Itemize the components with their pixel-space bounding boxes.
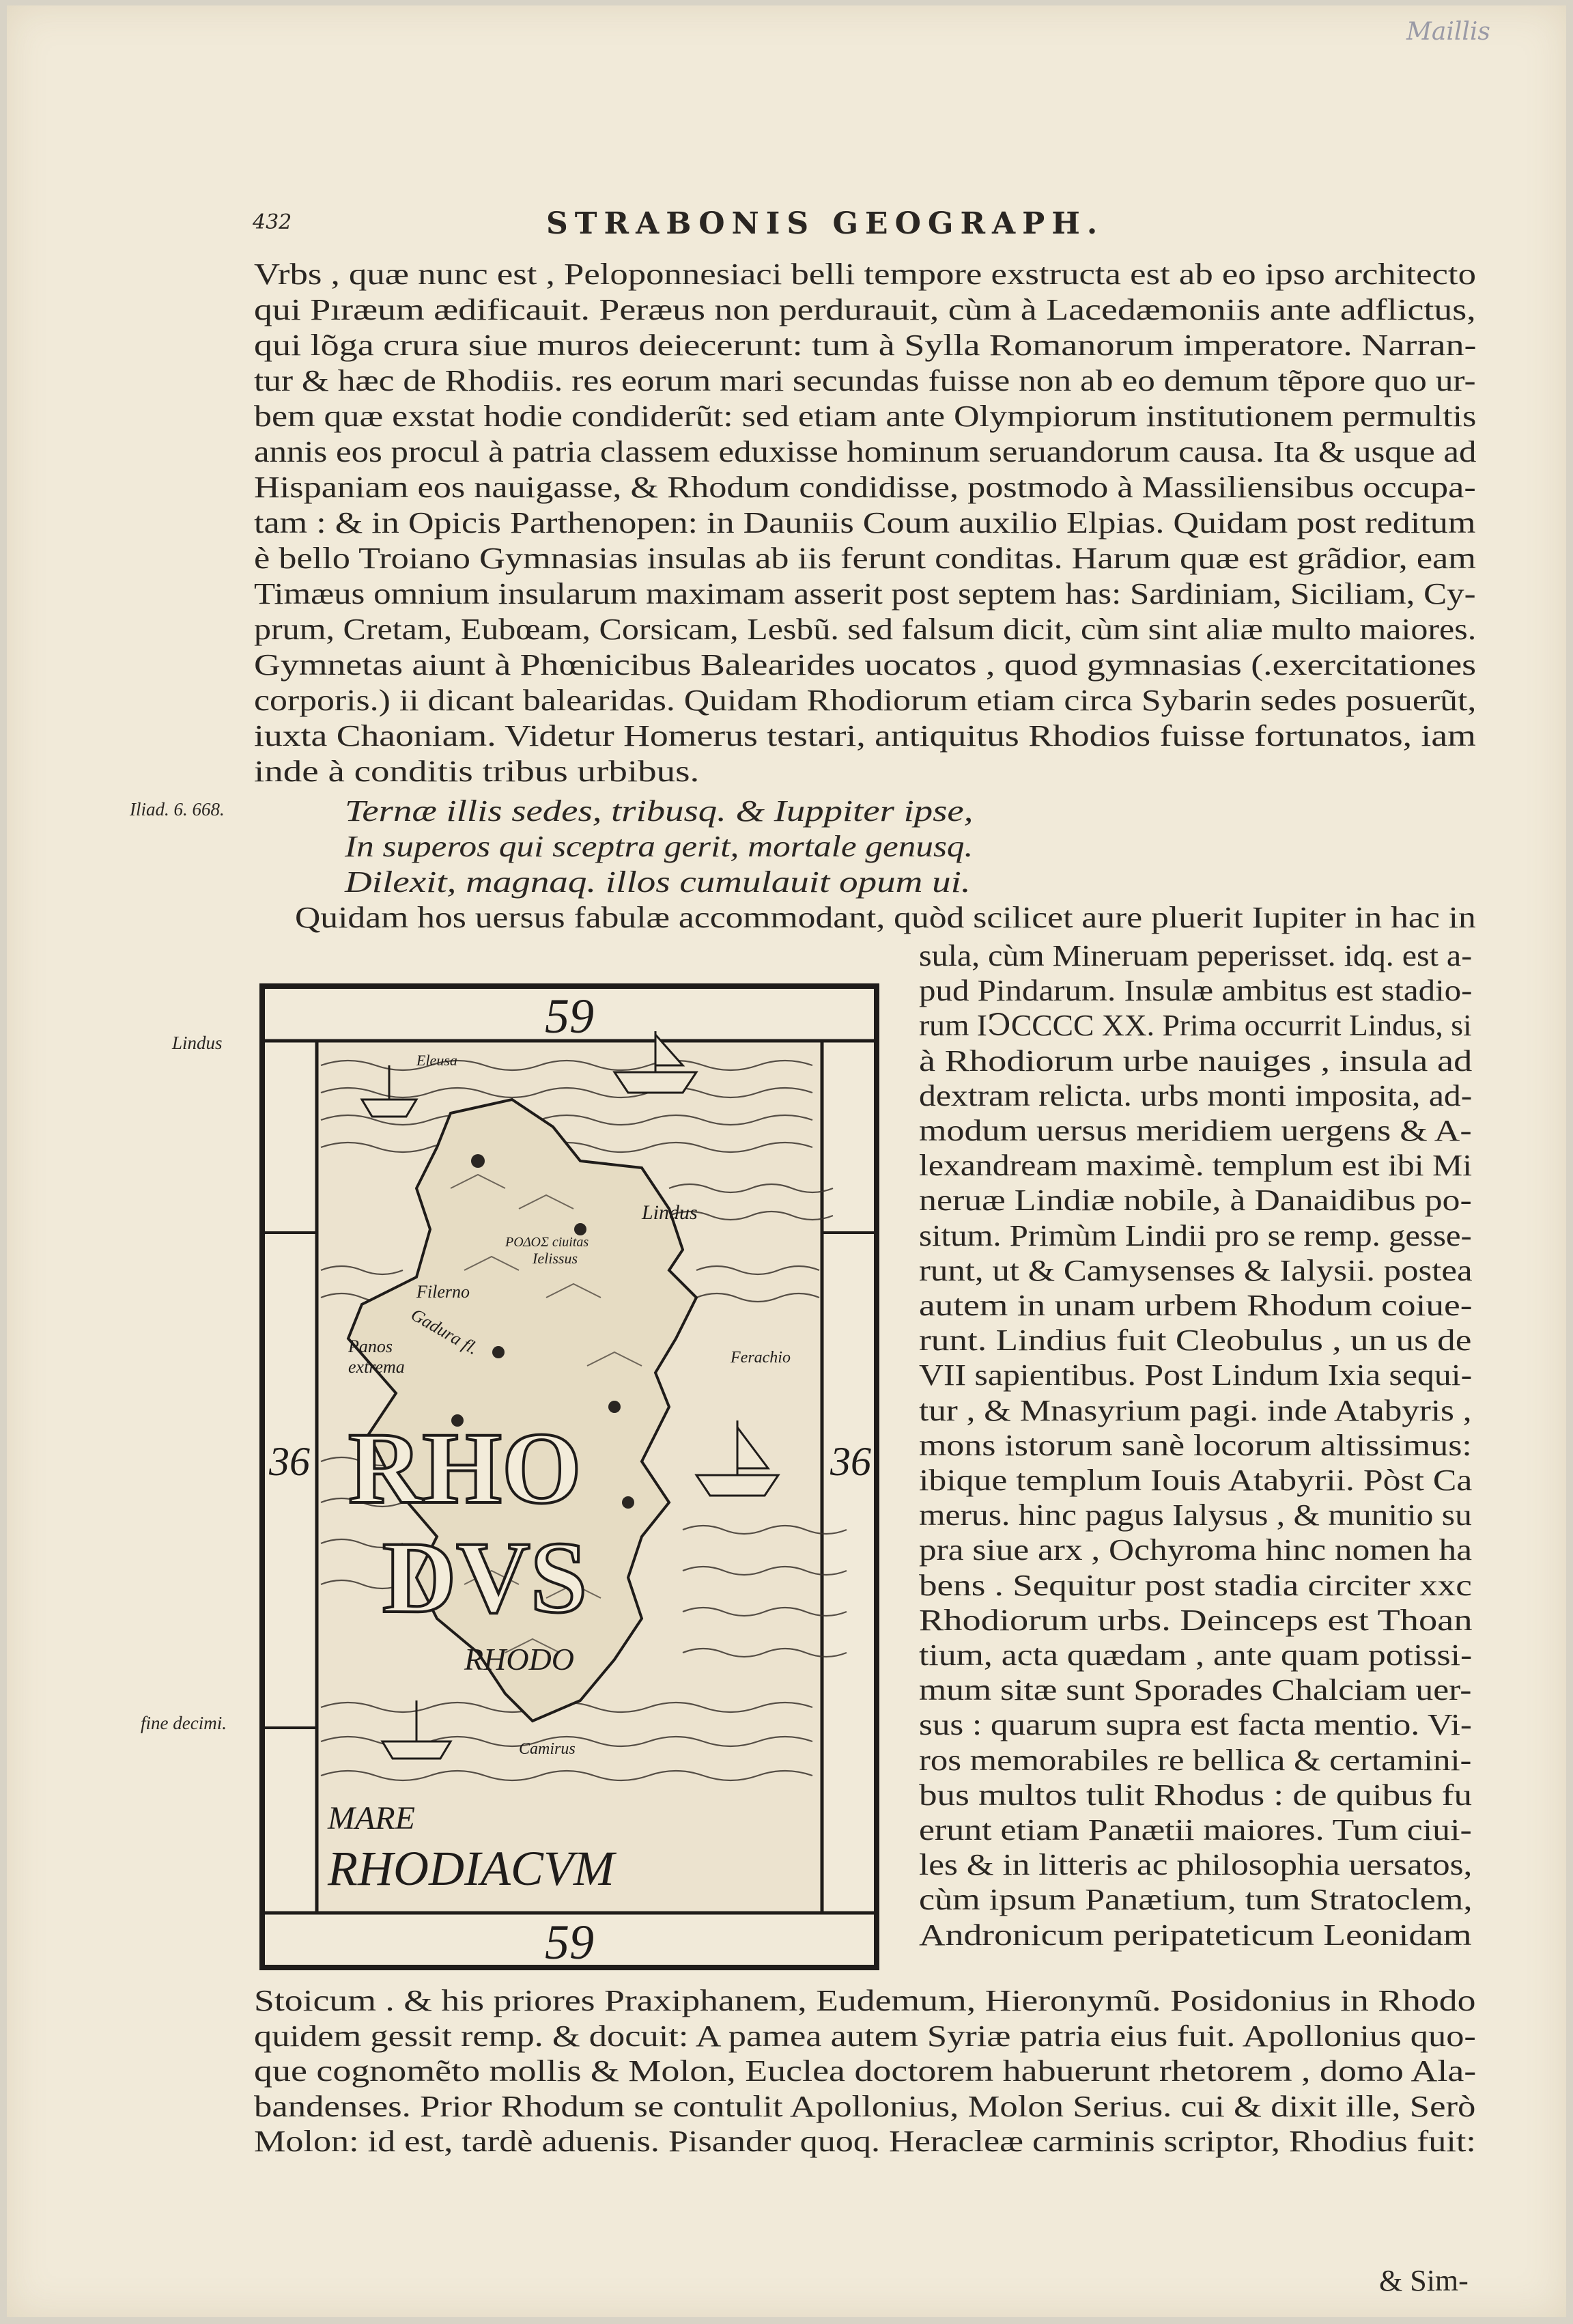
map-label-filerno: Filerno	[416, 1282, 470, 1302]
column-text-line: pra siue arx , Ochyroma hinc nomen ha	[919, 1533, 1472, 1567]
map-bottom-number: 59	[545, 1915, 594, 1970]
body-text-line: Timæus omnium insularum maximam asserit post septem has: Sardiniam, Siciliam, Cy-	[254, 577, 1476, 611]
text-line-after-verse: Quidam hos uersus fabulæ accommodant, quòd scilicet aure pluerit Iupiter in hac in	[295, 901, 1476, 934]
tail-text-line: Stoicum . & his priores Praxiphanem, Eudemum, Hieronymũ. Posidonius in Rhodo	[254, 1984, 1476, 2017]
column-text-line: ros memorabiles re bellica & certamini-	[919, 1743, 1472, 1777]
body-text-line: annis eos procul à patria classem eduxisse hominum seruandorum causa. Ita & usque ad	[254, 435, 1477, 468]
column-text-line: dextram relicta. urbs monti imposita, ad-	[919, 1078, 1473, 1112]
map-label-extrema: extrema	[348, 1357, 405, 1377]
column-text-line: pud Pindarum. Insulæ ambitus est stadio-	[919, 974, 1473, 1008]
page-number: 432	[253, 210, 292, 234]
column-text-line: mum sitæ sunt Sporades Chalciam uer-	[919, 1673, 1472, 1707]
map-label-rodos: ΡΟΔΟΣ ciuitas	[505, 1235, 589, 1250]
column-text-line: lexandream maximè. templum est ibi Mi	[919, 1149, 1473, 1183]
map-label-eleusa: Eleusa	[416, 1052, 457, 1069]
column-text-line: mons istorum sanè locorum altissimus:	[919, 1428, 1472, 1462]
column-text-line: Rhodiorum urbs. Deinceps est Thoan	[919, 1603, 1473, 1637]
column-text-line: tium, acta quædam , ante quam potissi-	[919, 1638, 1473, 1672]
body-text-line: Gymnetas aiunt à Phœnicibus Balearides uocatos , quod gymnasias (.exercitationes	[254, 648, 1477, 682]
margin-note-lindus: Lindus	[172, 1033, 223, 1053]
column-text-line: ibique templum Iouis Atabyrii. Pòst Ca	[919, 1464, 1473, 1497]
map-sea-mare: MARE	[328, 1800, 415, 1836]
map-left-number: 36	[269, 1439, 310, 1484]
tail-text-line: bandenses. Prior Rhodum se contulit Apollonius, Molon Serius. cui & dixit ille, Serò	[254, 2089, 1476, 2123]
body-text-line: inde à conditis tribus urbibus.	[254, 755, 700, 788]
column-text-line: erunt etiam Panætii maiores. Tum ciui-	[919, 1813, 1472, 1847]
column-text-line: à Rhodiorum urbe nauiges , insula ad	[919, 1044, 1473, 1078]
map-label-lindus: Lindus	[642, 1201, 698, 1224]
column-text-line: sula, cùm Mineruam peperisset. idq. est a-	[919, 939, 1473, 972]
column-text-line: les & in litteris ac philosophia uersatos,	[919, 1848, 1473, 1882]
column-text-line: VII sapientibus. Post Lindum Ixia sequi-	[919, 1358, 1473, 1392]
column-text-line: tur , & Mnasyrium pagi. inde Atabyris ,	[919, 1393, 1472, 1427]
column-text-line: bens . Sequitur post stadia circiter xxc	[919, 1568, 1472, 1602]
column-text-line: cùm ipsum Panætium, tum Stratoclem,	[919, 1883, 1473, 1917]
column-text-line: situm. Primùm Lindii pro se remp. gesse-	[919, 1218, 1472, 1252]
column-text-line: merus. hinc pagus Ialysus , & munitio su	[919, 1498, 1472, 1532]
running-title: STRABONIS GEOGRAPH.	[546, 206, 1105, 241]
catchword: & Sim-	[1379, 2264, 1469, 2297]
column-text-line: modum uersus meridiem uergens & A-	[919, 1114, 1472, 1147]
pencil-annotation: Maillis	[1406, 18, 1490, 46]
body-text-line: Vrbs , quæ nunc est , Peloponnesiaci belli tempore exstructa est ab eo ipso architecto	[254, 257, 1476, 291]
column-text-line: autem in unam urbem Rhodum coiue-	[919, 1289, 1473, 1322]
map-top-number: 59	[545, 989, 594, 1044]
verse-line: In superos qui sceptra gerit, mortale genusq.	[345, 830, 974, 863]
map-label-ielissus: Ielissus	[533, 1250, 578, 1267]
column-text-line: runt, ut & Camysenses & Ialysii. postea	[919, 1253, 1473, 1287]
body-text-line: prum, Cretam, Eubœam, Corsicam, Lesbũ. sed falsum dicit, cùm sint aliæ multo maiores.	[254, 613, 1477, 646]
body-text-line: Hispaniam eos nauigasse, & Rhodum condidisse, postmodo à Massiliensibus occupa-	[254, 471, 1476, 504]
column-text-line: neruæ Lindiæ nobile, à Danaidibus po-	[919, 1184, 1472, 1218]
verse-line: Ternæ illis sedes, tribusq. & Iuppiter ipse,	[345, 794, 974, 828]
map-label-gadura: Gadura fl.	[408, 1304, 482, 1359]
tail-text-line: Molon: id est, tardè aduenis. Pisander quoq. Heracleæ carminis scriptor, Rhodius fuit:	[254, 2125, 1476, 2158]
woodcut-map-rhodes	[259, 983, 879, 1970]
column-text-line: bus multos tulit Rhodus : de quibus fu	[919, 1778, 1473, 1812]
map-label-panos: Panos	[348, 1336, 393, 1356]
column-text-line: Andronicum peripateticum Leonidam	[919, 1918, 1472, 1952]
body-text-line: è bello Troiano Gymnasias insulas ab iis ferunt conditas. Harum quæ est grãdior, eam	[254, 542, 1476, 575]
map-label-camirus: Camirus	[519, 1740, 576, 1758]
body-text-line: tur & hæc de Rhodiis. res eorum mari secundas fuisse non ab eo demum tẽpore quo ur-	[254, 364, 1476, 397]
body-text-line: tam : & in Opicis Parthenopen: in Dauniis Coum auxilio Elpias. Quidam post reditum	[254, 506, 1476, 540]
body-text-line: qui lõga crura siue muros deiecerunt: tum à Sylla Romanorum imperatore. Narran-	[254, 328, 1477, 362]
tail-text-line: quidem gessit remp. & docuit: A pamea autem Syriæ patria eius fuit. Apollonius quo-	[254, 2019, 1476, 2053]
body-text-line: bem quæ exstat hodie condiderũt: sed etiam ante Olympiorum institutionem permultis	[254, 400, 1477, 433]
verse-line: Dilexit, magnaq. illos cumulauit opum ui.	[345, 865, 971, 899]
map-title-dvs: DVS	[382, 1521, 588, 1634]
map-title-rho: RHO	[348, 1412, 582, 1525]
map-sea-rhodiacvm: RHODIACVM	[328, 1841, 614, 1896]
map-right-number: 36	[830, 1439, 871, 1484]
map-label-ferachio: Ferachio	[731, 1349, 791, 1367]
margin-note-fine-decimi: fine decimi.	[141, 1713, 227, 1733]
column-text-line: sus : quarum supra est facta mentio. Vi-	[919, 1708, 1472, 1742]
column-text-line: runt. Lindius fuit Cleobulus , un us de	[919, 1324, 1472, 1358]
body-text-line: iuxta Chaoniam. Videtur Homerus testari, antiquitus Rhodios fuisse fortunatos, iam	[254, 719, 1476, 753]
body-text-line: qui Pıræum ædificauit. Peræus non perdurauit, cùm à Lacedæmoniis ante adflictus,	[254, 293, 1476, 326]
map-label-rhodo: RHODO	[464, 1642, 574, 1677]
body-text-line: corporis.) ii dicant balearidas. Quidam Rhodiorum etiam circa Sybarin sedes posuerũt,	[254, 684, 1477, 717]
column-text-line: rum IↃCCCC XX. Prima occurrit Lindus, si	[919, 1009, 1472, 1043]
tail-text-line: que cognomẽto mollis & Molon, Euclea doctorem habuerunt rhetorem , domo Ala-	[254, 2054, 1477, 2088]
margin-note-iliad: Iliad. 6. 668.	[130, 799, 225, 820]
